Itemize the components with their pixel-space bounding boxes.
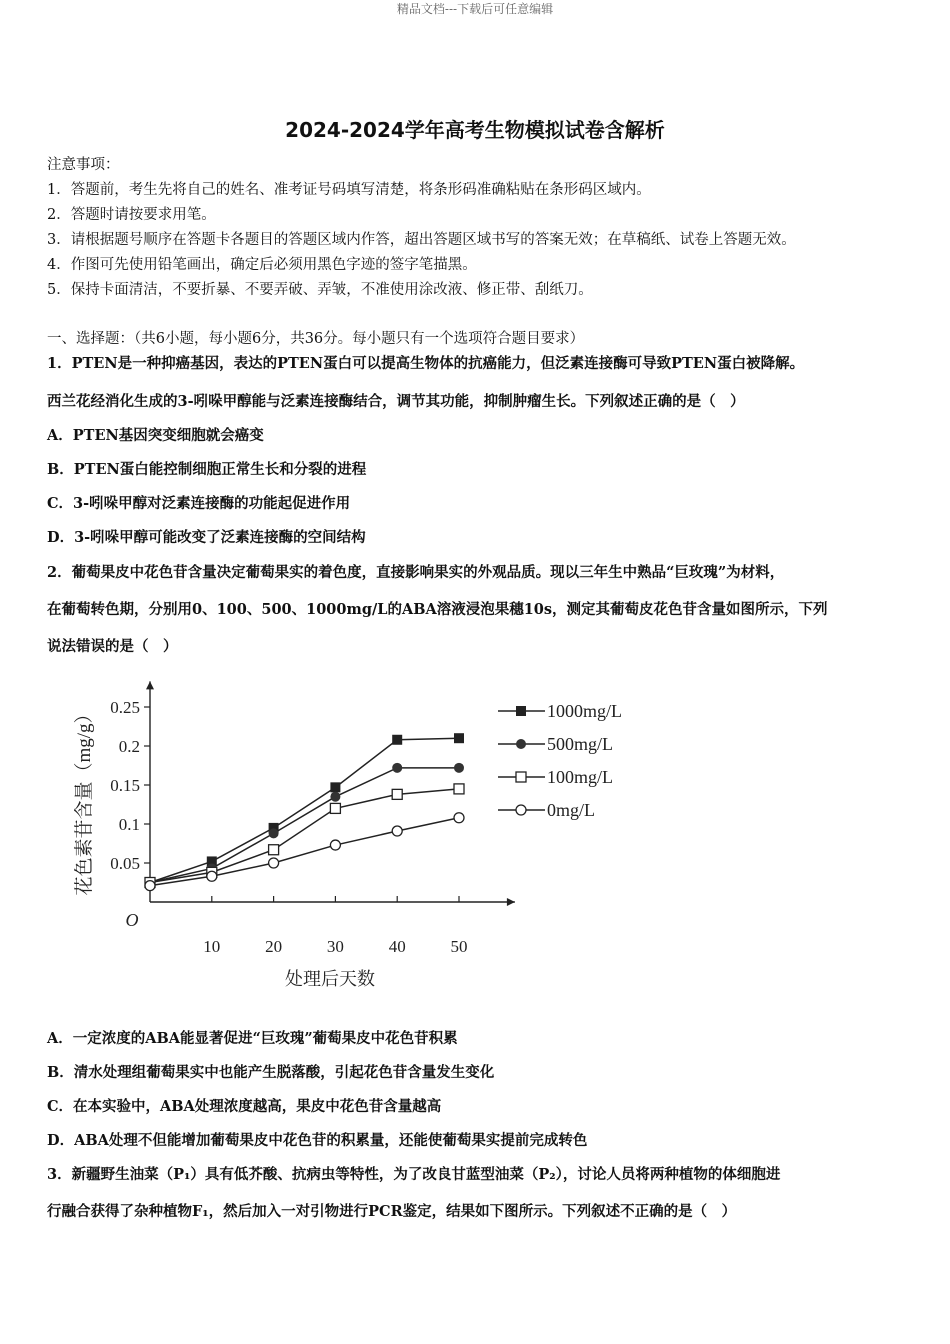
question-stem: 3．新疆野生油菜（P₁）具有低芥酸、抗病虫等特性，为了改良甘蓝型油菜（P₂），讨论人员将两种植物的体细胞进 [47, 1166, 781, 1183]
data-point [330, 792, 340, 802]
legend-label: 500mg/L [547, 734, 613, 754]
legend-label: 1000mg/L [547, 701, 622, 721]
anthocyanin-line-chart [60, 680, 660, 1000]
series-100mg/L [145, 784, 464, 888]
notice-item: 3．请根据题号顺序在答题卡各题目的答题区域内作答，超出答题区域书写的答案无效；在草稿纸、试卷上答题无效。 [47, 232, 796, 248]
notice-item: 4．作图可先使用铅笔画出，确定后必须用黑色字迹的签字笔描黑。 [47, 257, 477, 273]
legend-label: 100mg/L [547, 767, 613, 787]
data-point [269, 858, 279, 868]
question-stem: 1．PTEN是一种抑癌基因，表达的PTEN蛋白可以提高生物体的抗癌能力，但泛素连接酶可导致PTEN蛋白被降解。 [47, 355, 805, 372]
y-axis-arrow [146, 681, 154, 689]
notice-heading: 注意事项： [47, 157, 120, 173]
y-tick-label: 0.05 [110, 854, 140, 873]
option-d: D．ABA处理不但能增加葡萄果皮中花色苷的积累量，还能使葡萄果实提前完成转色 [47, 1132, 588, 1149]
x-tick-label: 50 [450, 937, 468, 956]
data-point [269, 845, 279, 855]
data-point [392, 789, 402, 799]
question-stem: 在葡萄转色期，分别用0、100、500、1000mg/L的ABA溶液浸泡果穗10s，测定其葡萄皮花色苷含量如图所示，下列 [47, 601, 828, 618]
notice-item: 5．保持卡面清洁，不要折暴、不要弄破、弄皱，不准使用涂改液、修正带、刮纸刀。 [47, 282, 593, 298]
data-point [330, 782, 340, 792]
question-stem: 说法错误的是（ ） [47, 638, 178, 655]
option-c: C．3-吲哚甲醇对泛素连接酶的功能起促进作用 [47, 495, 351, 512]
option-b: B．清水处理组葡萄果实中也能产生脱落酸，引起花色苷含量发生变化 [47, 1064, 495, 1081]
y-tick-label: 0.1 [118, 815, 140, 834]
series-1000mg/L [145, 733, 464, 887]
data-point [454, 733, 464, 743]
y-tick-label: 0.25 [110, 698, 140, 717]
question-stem: 西兰花经消化生成的3-吲哚甲醇能与泛素连接酶结合，调节其功能，抑制肿瘤生长。下列叙述正确的是（ ） [47, 393, 745, 410]
series-line [150, 768, 459, 883]
option-a: A．一定浓度的ABA能显著促进“巨玫瑰”葡萄果皮中花色苷积累 [47, 1030, 458, 1047]
legend-item [498, 734, 613, 754]
notice-item: 1．答题前，考生先将自己的姓名、准考证号码填写清楚，将条形码准确粘贴在条形码区域内。 [47, 182, 651, 198]
legend-item [498, 800, 595, 820]
option-a: A．PTEN基因突变细胞就会癌变 [47, 427, 264, 444]
legend-item [498, 701, 622, 721]
x-tick-label: 20 [265, 937, 283, 956]
series-0mg/L [145, 813, 464, 891]
data-point [516, 739, 526, 749]
data-point [454, 763, 464, 773]
x-axis-label: 处理后天数 [285, 969, 375, 989]
origin-label: O [125, 910, 139, 930]
x-tick-label: 30 [326, 937, 344, 956]
series-line [150, 789, 459, 883]
section-heading: 一、选择题：（共6小题，每小题6分，共36分。每小题只有一个选项符合题目要求） [47, 331, 585, 347]
data-point [516, 805, 526, 815]
data-point [516, 706, 526, 716]
x-tick-label: 40 [388, 937, 406, 956]
question-stem: 2．葡萄果皮中花色苷含量决定葡萄果实的着色度，直接影响果实的外观品质。现以三年生中熟品“巨玫瑰”为材料， [47, 564, 785, 581]
series-line [150, 738, 459, 882]
x-tick-label: 10 [203, 937, 221, 956]
y-axis-label: 花色素苷含量（mg/g） [74, 704, 95, 896]
chart-series [145, 733, 464, 890]
data-point [145, 881, 155, 891]
data-point [454, 813, 464, 823]
data-point [392, 826, 402, 836]
data-point [454, 784, 464, 794]
data-point [392, 763, 402, 773]
page-header: 精品文档---下载后可任意编辑 [396, 2, 554, 16]
option-d: D．3-吲哚甲醇可能改变了泛素连接酶的空间结构 [47, 529, 366, 546]
option-c: C．在本实验中，ABA处理浓度越高，果皮中花色苷含量越高 [47, 1098, 442, 1115]
y-tick-label: 0.2 [118, 737, 140, 756]
data-point [330, 803, 340, 813]
data-point [516, 772, 526, 782]
series-500mg/L [145, 763, 464, 888]
x-axis-arrow [507, 898, 515, 906]
chart-legend [498, 701, 622, 820]
y-tick-label: 0.15 [110, 776, 140, 795]
data-point [269, 828, 279, 838]
option-b: B．PTEN蛋白能控制细胞正常生长和分裂的进程 [47, 461, 367, 478]
page-title: 2024-2024学年高考生物模拟试卷含解析 [285, 118, 665, 142]
data-point [207, 871, 217, 881]
data-point [330, 840, 340, 850]
notice-item: 2．答题时请按要求用笔。 [47, 207, 216, 223]
legend-label: 0mg/L [547, 800, 595, 820]
legend-item [498, 767, 613, 787]
data-point [392, 735, 402, 745]
question-stem: 行融合获得了杂种植物F₁，然后加入一对引物进行PCR鉴定，结果如下图所示。下列叙述不正确的是（ ） [47, 1203, 737, 1220]
